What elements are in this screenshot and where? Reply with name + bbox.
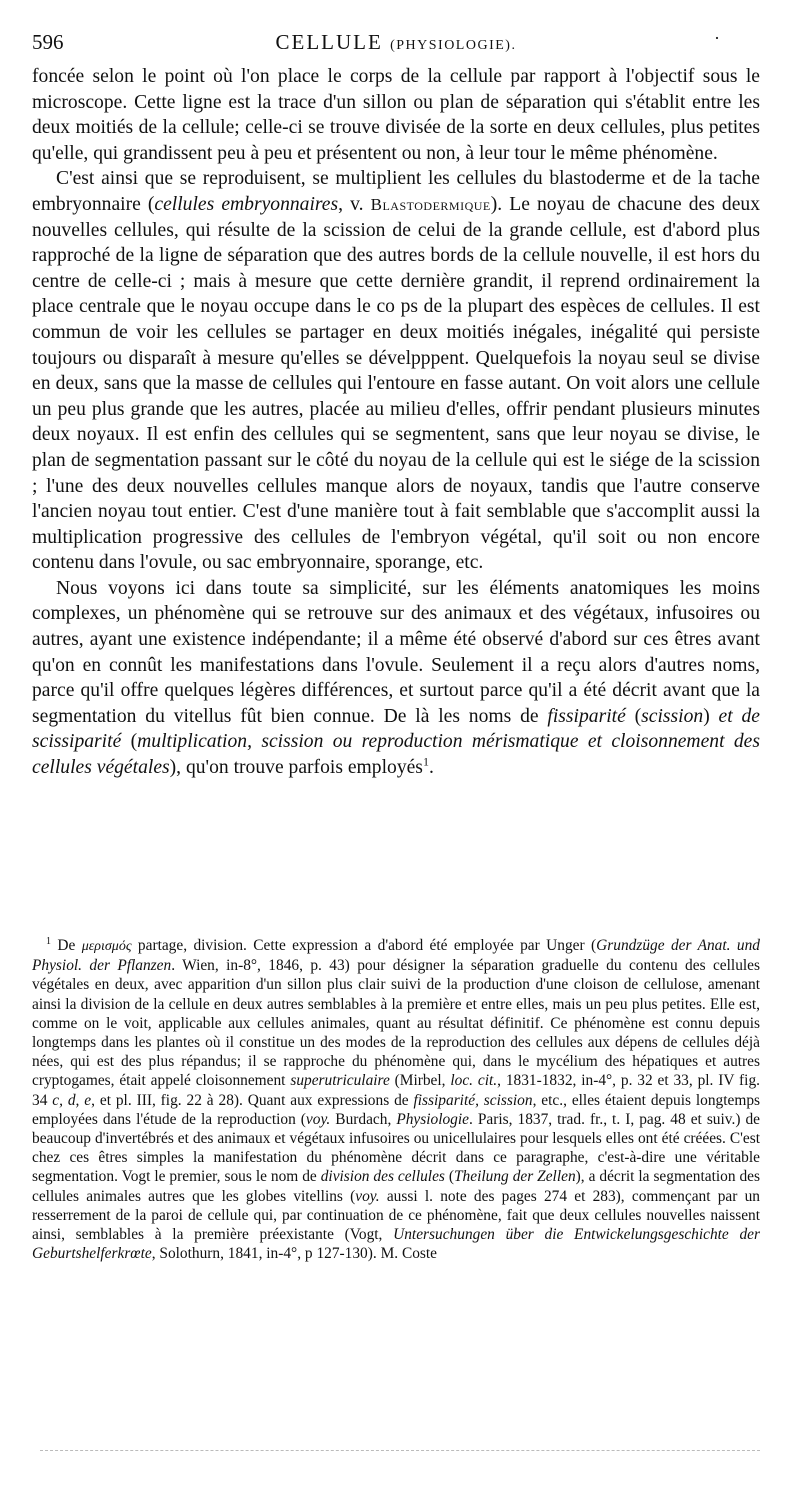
- text-segment: superutriculaire: [290, 1072, 390, 1090]
- text-segment: cellules embryonnaires: [154, 193, 339, 215]
- text-segment: , v.: [338, 193, 371, 215]
- text-segment: fissiparité, scission: [413, 1091, 533, 1109]
- bottom-rule: [40, 1450, 760, 1451]
- text-segment: voy.: [305, 1110, 331, 1128]
- paragraph-2: [32, 166, 760, 576]
- text-segment: Untersuchungen über die Entwickelungsgeschichte der Geburtshelferkrœte: [32, 1226, 760, 1263]
- text-segment: Theilung der Zellen: [454, 1168, 576, 1186]
- text-segment: Burdach,: [330, 1110, 397, 1128]
- header-ornament: ·: [714, 28, 720, 48]
- text-segment: foncée selon le point où l'on place le corps de la cellule par rapport à l'objectif sous le microscope. Cette ligne est la trace d'un sillon ou plan de séparation qui s'établit entre les deux moitiés de la cellule; celle-ci se trouve divisée de la sorte en deux cellules, plus petites qu'elle, qui grandissent peu à peu et présentent ou non, à leur tour le même phénomène.: [32, 66, 760, 164]
- text-segment: . Paris, 1837, trad. fr., t. I, pag. 48 et suiv.) de beaucoup d'invertébrés et des animaux et végétaux infusoires ou unicellulaires pour lesquels elles ont été créées. C'est chez ces êtres simples la manifestation du phénomène décrit dans ce paragraphe, c'est-à-dire une véritable segmentation. Vogt le premier, sous le nom de: [32, 1110, 760, 1186]
- footnote-number: 1: [46, 935, 51, 947]
- page-number: 596: [32, 30, 64, 54]
- text-segment: Nous voyons ici dans toute sa simplicité, sur les éléments anatomiques les moins complexes, un phénomène qui se retrouve sur des animaux et des végétaux, infusoires ou autres, ayant une existence indépendante; il a même été observé d'abord sur ces êtres avant qu'on en connût les manifestations dans l'ovule. Seulement il a reçu alors d'autres noms, parce qu'il offre quelques légères différences, et surtout parce qu'il a été décrit avant que la segmentation du vitellus fût bien connue. De là les noms de: [32, 577, 760, 727]
- text-segment: , et pl. III, fig. 22 à 28). Quant aux expressions de: [91, 1091, 414, 1109]
- footnote: [32, 936, 760, 1263]
- text-segment: scission: [641, 705, 704, 727]
- text-segment: , etc., elles étaient depuis longtemps employées dans l'étude de la reproduction (: [32, 1091, 761, 1128]
- text-segment: (: [444, 1168, 454, 1186]
- text-segment: (Mirbel,: [389, 1072, 451, 1090]
- paragraph-1: [32, 64, 760, 166]
- page-header: [32, 30, 760, 60]
- text-segment: C'est ainsi que se reproduisent, se multiplient les cellules du blastoderme et de la tache embryonnaire (: [32, 168, 760, 215]
- text-segment: . Wien, in-8°, 1846, p. 43) pour désigner la séparation graduelle du contenu des cellules végétales en deux, avec apparition d'un sillon plus clair suivi de la production d'une cloison de cellulose, amenant ainsi la division de la cellule en deux autres semblables à la première et entre elles, mais un peu plus petites. Elle est, comme on le voit, applicable aux cellules animales, quant au résultat définitif. Ce phénomène est connu depuis longtemps dans les plantes où il constitue un des modes de la reproduction des cellules aux dépens de cellules déjà nées, qui est des plus répandus; il se rapproche du phénomène qui, dans le mycélium des hépatiques et autres cryptogames, était appelé cloisonnement: [32, 957, 760, 1090]
- text-segment: aussi l. note des pages 274 et 283), commençant par un resserrement de la paroi de cellule qui, par continuation de ce phénomène, fait que deux cellules nouvelles naissent ainsi, semblables à la première préexistante (Vogt,: [32, 1187, 760, 1244]
- text-segment: ), qu'on trouve parfois employés: [169, 757, 423, 779]
- text-segment: voy.: [355, 1187, 380, 1205]
- text-segment: (: [121, 731, 138, 753]
- text-segment: partage, division. Cette expression a d'abord été employée par Unger (: [131, 937, 597, 954]
- body-text: [32, 64, 760, 781]
- text-segment: Physiologie: [396, 1110, 469, 1128]
- text-segment: Blastodermique: [370, 194, 491, 214]
- text-segment: fissiparité: [547, 705, 626, 727]
- text-segment: μερισμός: [81, 939, 132, 954]
- running-head: [32, 30, 760, 55]
- text-segment: c, d, e: [52, 1091, 92, 1109]
- paragraph-3: [32, 576, 760, 781]
- text-segment: , Solothurn, 1841, in-4°, p 127-130). M. Coste: [151, 1245, 438, 1263]
- running-head-title: CELLULE: [275, 30, 383, 54]
- running-head-subtitle: (PHYSIOLOGIE).: [390, 38, 517, 53]
- text-segment: ), a décrit la segmentation des cellules animales autres que les globes vitellins (: [32, 1168, 760, 1205]
- text-segment: multiplication, scission ou reproduction mérismatique et cloisonnement des cellules végétales: [32, 731, 760, 779]
- text-segment: , 1831-1832, in-4°, p. 32 et 33, pl. IV fig. 34: [32, 1072, 761, 1109]
- text-segment: Grundzüge der Anat. und Physiol. der Pflanzen: [32, 937, 760, 975]
- text-segment: De: [51, 937, 82, 954]
- text-segment: division des cellules: [320, 1168, 445, 1186]
- text-segment: et de scissiparité: [32, 705, 760, 753]
- text-segment: loc. cit.: [450, 1072, 498, 1090]
- text-segment: (: [625, 705, 642, 727]
- text-segment: ). Le noyau de chacune des deux nouvelles cellules, qui résulte de la scission de celui de la grande cellule, est d'abord plus rapproché de la ligne de séparation que des autres bords de la cellule nouvelle, il est hors du centre de celle-ci ; mais à mesure que cette dernière grandit, il reprend ordinairement la place centrale que le noyau occupe dans le co ps de la plupart des espèces de cellules. Il est commun de voir les cellules se partager en deux moitiés inégales, inégalité qui persiste toujours ou disparaît à mesure qu'elles se dévelpppent. Quelquefois la noyau seul se divise en deux, sans que la masse de cellules qui l'entoure en fasse autant. On voit alors une cellule un peu plus grande que les autres, placée au milieu d'elles, offrir pendant plusieurs minutes deux noyaux. Il est enfin des cellules qui se segmentent, sans que leur noyau se divise, le plan de segmentation passant sur le côté du noyau de la cellule qui est le siége de la scission ; l'une des deux nouvelles cellules manque alors de noyaux, tandis que l'autre conserve l'ancien noyau tout entier. C'est d'une manière tout à fait semblable que s'accomplit aussi la multiplication progressive des cellules de l'embryon végétal, qu'il soit ou non encore contenu dans l'ovule, ou sac embryonnaire, sporange, etc.: [32, 193, 760, 574]
- footnote-text: [32, 937, 760, 1262]
- text-segment: .: [428, 757, 434, 779]
- text-segment: ): [703, 705, 719, 727]
- text-segment: 1: [422, 754, 429, 769]
